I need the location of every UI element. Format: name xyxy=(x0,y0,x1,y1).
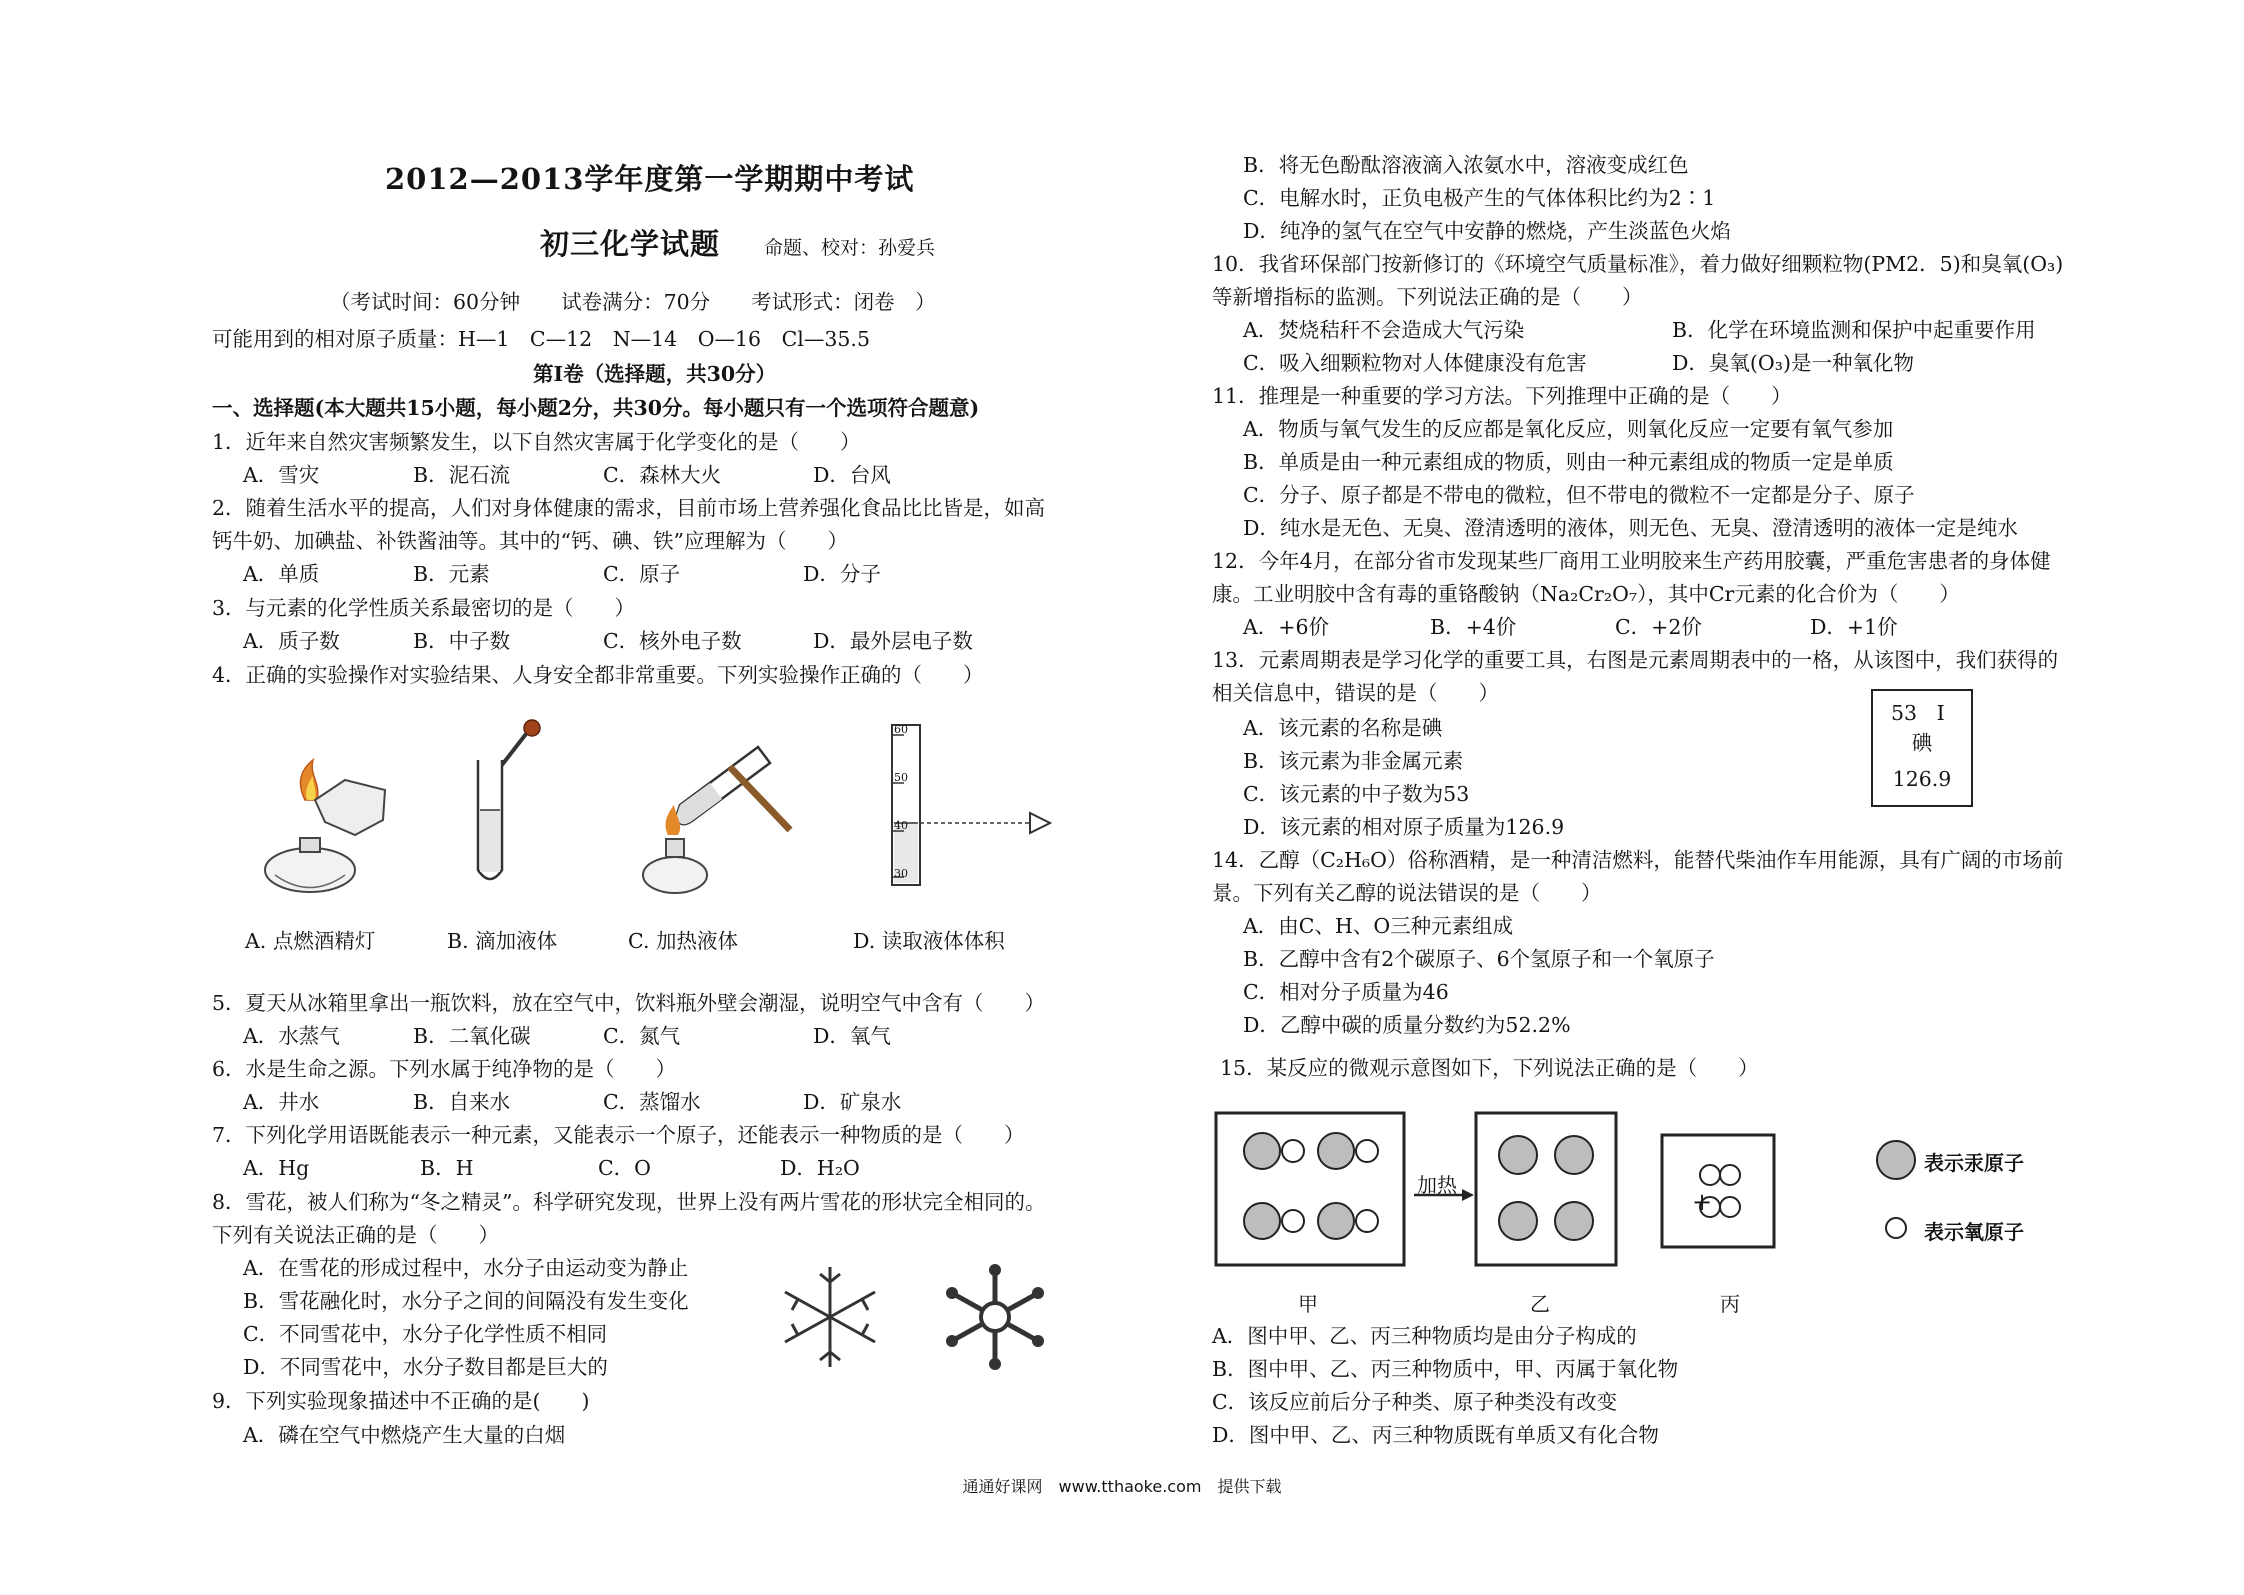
exam-subtitle xyxy=(540,227,936,262)
q9-option-a: A．磷在空气中燃烧产生大量的白烟 xyxy=(243,1423,566,1447)
q15-option-c: C．该反应前后分子种类、原子种类没有改变 xyxy=(1212,1390,1618,1414)
q15-option-b: B．图中甲、乙、丙三种物质中，甲、丙属于氧化物 xyxy=(1212,1357,1679,1381)
atomic-mass-info: 可能用到的相对原子质量：H—1 C—12 N—14 O—16 Cl—35.5 xyxy=(212,327,870,351)
q5-stem: 5．夏天从冰箱里拿出一瓶饮料，放在空气中，饮料瓶外壁会潮湿，说明空气中含有（ ） xyxy=(212,991,1046,1015)
q6-option-d: D．矿泉水 xyxy=(803,1090,902,1114)
q6-option-b: B．自来水 xyxy=(413,1090,511,1114)
q8-option-c: C．不同雪花中，水分子化学性质不相同 xyxy=(243,1322,608,1346)
q9-option-b: B．将无色酚酞溶液滴入浓氨水中，溶液变成红色 xyxy=(1243,153,1689,177)
q12-option-d: D．+1价 xyxy=(1810,615,1898,639)
q15-option-a: A．图中甲、乙、丙三种物质均是由分子构成的 xyxy=(1212,1324,1637,1348)
q8-option-b: B．雪花融化时，水分子之间的间隔没有发生变化 xyxy=(243,1289,689,1313)
label-jia: 甲 xyxy=(1298,1292,1318,1316)
q14-stem-line2: 景。下列有关乙醇的说法错误的是（ ） xyxy=(1212,881,1602,905)
q6-option-c: C．蒸馏水 xyxy=(603,1090,701,1114)
q7-option-d: D．H₂O xyxy=(780,1156,860,1180)
q9-stem: 9．下列实验现象描述中不正确的是( ) xyxy=(212,1389,590,1413)
q4-option-b: B. 滴加液体 xyxy=(447,929,558,953)
q4-stem: 4．正确的实验操作对实验结果、人身安全都非常重要。下列实验操作正确的（ ） xyxy=(212,663,984,687)
q6-option-a: A．井水 xyxy=(243,1090,320,1114)
q13-stem-line1: 13．元素周期表是学习化学的重要工具，右图是元素周期表中的一格，从该图中，我们获得的 xyxy=(1212,648,2059,672)
q1-stem: 1．近年来自然灾害频繁发生，以下自然灾害属于化学变化的是（ ） xyxy=(212,430,861,454)
reaction-diagram xyxy=(1214,1105,2054,1305)
element-number: 53 xyxy=(1891,701,1918,725)
q3-option-c: C．核外电子数 xyxy=(603,629,742,653)
q5-option-b: B．二氧化碳 xyxy=(413,1024,531,1048)
cylinder-scale-30: 30 xyxy=(894,867,908,880)
exam-info: （考试时间：60分钟 试卷满分：70分 考试形式：闭卷 ） xyxy=(330,290,936,314)
q15-option-d: D．图中甲、乙、丙三种物质既有单质又有化合物 xyxy=(1212,1423,1659,1447)
element-number-symbol xyxy=(1891,699,1945,727)
q12-option-c: C．+2价 xyxy=(1615,615,1702,639)
q14-option-b: B．乙醇中含有2个碳原子、6个氢原子和一个氧原子 xyxy=(1243,947,1715,971)
q5-option-d: D．氧气 xyxy=(813,1024,891,1048)
q12-stem-line1: 12．今年4月，在部分省市发现某些厂商用工业明胶来生产药用胶囊，严重危害患者的身体健 xyxy=(1212,549,2051,573)
q10-stem-line1: 10．我省环保部门按新修订的《环境空气质量标准》，着力做好细颗粒物(PM2．5)和臭氧(O₃) xyxy=(1212,252,2064,276)
q3-option-b: B．中子数 xyxy=(413,629,511,653)
legend-oxygen-atom: 表示氧原子 xyxy=(1924,1220,2024,1244)
snowflake-1-icon xyxy=(770,1262,890,1372)
q2-option-c: C．原子 xyxy=(603,562,681,586)
q7-option-c: C．O xyxy=(598,1156,651,1180)
subtitle-text: 初三化学试题 xyxy=(540,227,721,261)
q8-stem-line1: 8．雪花，被人们称为“冬之精灵”。科学研究发现，世界上没有两片雪花的形状完全相同的。 xyxy=(212,1190,1046,1214)
q10-option-a: A．焚烧秸秆不会造成大气污染 xyxy=(1243,318,1525,342)
q11-option-b: B．单质是由一种元素组成的物质，则由一种元素组成的物质一定是单质 xyxy=(1243,450,1894,474)
q8-option-d: D．不同雪花中，水分子数目都是巨大的 xyxy=(243,1355,608,1379)
q10-option-b: B．化学在环境监测和保护中起重要作用 xyxy=(1672,318,2036,342)
periodic-table-cell xyxy=(1871,689,1973,807)
q14-stem-line1: 14．乙醇（C₂H₆O）俗称酒精，是一种清洁燃料，能替代柴油作车用能源，具有广阔的市场前 xyxy=(1212,848,2064,872)
q2-stem-line2: 钙牛奶、加碘盐、补铁酱油等。其中的“钙、碘、铁”应理解为（ ） xyxy=(212,529,848,553)
q12-option-b: B．+4价 xyxy=(1430,615,1517,639)
q7-option-b: B．H xyxy=(420,1156,474,1180)
q14-option-d: D．乙醇中碳的质量分数约为52.2% xyxy=(1243,1013,1571,1037)
q10-stem-line2: 等新增指标的监测。下列说法正确的是（ ） xyxy=(1212,285,1643,309)
reaction-plus-sign: + xyxy=(1692,1188,1713,1216)
q9-option-c: C．电解水时，正负电极产生的气体体积比约为2∶1 xyxy=(1243,186,1716,210)
q11-stem: 11．推理是一种重要的学习方法。下列推理中正确的是（ ） xyxy=(1212,384,1792,408)
element-mass: 126.9 xyxy=(1892,767,1952,791)
q6-stem: 6．水是生命之源。下列水属于纯净物的是（ ） xyxy=(212,1057,677,1081)
q4-option-d: D. 读取液体体积 xyxy=(853,929,1005,953)
q2-stem-line1: 2．随着生活水平的提高，人们对身体健康的需求，目前市场上营养强化食品比比皆是，如高 xyxy=(212,496,1046,520)
dropper-figure xyxy=(470,720,550,890)
q3-option-a: A．质子数 xyxy=(243,629,340,653)
q11-option-a: A．物质与氧气发生的反应都是氧化反应，则氧化反应一定要有氧气参加 xyxy=(1243,417,1894,441)
footer-credit: 通通好课网 www.tthaoke.com 提供下载 xyxy=(962,1477,1282,1496)
q1-option-c: C．森林大火 xyxy=(603,463,722,487)
q12-stem-line2: 康。工业明胶中含有毒的重铬酸钠（Na₂Cr₂O₇），其中Cr元素的化合价为（ ） xyxy=(1212,582,1960,606)
q11-option-c: C．分子、原子都是不带电的微粒，但不带电的微粒不一定都是分子、原子 xyxy=(1243,483,1915,507)
legend-mercury-atom: 表示汞原子 xyxy=(1924,1151,2024,1175)
credit-text: 命题、校对：孙爱兵 xyxy=(764,237,936,259)
cylinder-scale-60: 60 xyxy=(894,723,908,736)
label-bing: 丙 xyxy=(1720,1292,1740,1316)
q4-option-c: C. 加热液体 xyxy=(628,929,738,953)
q5-option-a: A．水蒸气 xyxy=(243,1024,340,1048)
element-name: 碘 xyxy=(1911,731,1933,755)
q13-option-a: A．该元素的名称是碘 xyxy=(1243,716,1443,740)
q10-option-c: C．吸入细颗粒物对人体健康没有危害 xyxy=(1243,351,1587,375)
lighting-alcohol-lamp-figure xyxy=(255,760,395,900)
q13-option-c: C．该元素的中子数为53 xyxy=(1243,782,1470,806)
part-one-heading: 一、选择题(本大题共15小题，每小题2分，共30分。每小题只有一个选项符合题意) xyxy=(212,396,980,420)
q10-option-d: D．臭氧(O₃)是一种氧化物 xyxy=(1672,351,1914,375)
q15-stem: 15．某反应的微观示意图如下，下列说法正确的是（ ） xyxy=(1220,1056,1759,1080)
q1-option-b: B．泥石流 xyxy=(413,463,511,487)
exam-title: 2012—2013学年度第一学期期中考试 xyxy=(385,162,915,196)
q7-stem: 7．下列化学用语既能表示一种元素，又能表示一个原子，还能表示一种物质的是（ ） xyxy=(212,1123,1025,1147)
q4-option-a: A. 点燃酒精灯 xyxy=(245,929,376,953)
q3-stem: 3．与元素的化学性质关系最密切的是（ ） xyxy=(212,596,636,620)
snowflake-2-icon xyxy=(935,1262,1055,1372)
q8-option-a: A．在雪花的形成过程中，水分子由运动变为静止 xyxy=(243,1256,689,1280)
cylinder-scale-50: 50 xyxy=(894,771,908,784)
cylinder-scale-40: 40 xyxy=(894,819,908,832)
q1-option-a: A．雪灾 xyxy=(243,463,320,487)
q9-option-d: D．纯净的氢气在空气中安静的燃烧，产生淡蓝色火焰 xyxy=(1243,219,1731,243)
q2-option-a: A．单质 xyxy=(243,562,320,586)
q1-option-d: D．台风 xyxy=(813,463,891,487)
q8-stem-line2: 下列有关说法正确的是（ ） xyxy=(212,1223,499,1247)
label-yi: 乙 xyxy=(1530,1292,1550,1316)
element-symbol: I xyxy=(1936,701,1945,725)
q14-option-a: A．由C、H、O三种元素组成 xyxy=(1243,914,1514,938)
heating-liquid-figure xyxy=(640,735,810,905)
q11-option-d: D．纯水是无色、无臭、澄清透明的液体，则无色、无臭、澄清透明的液体一定是纯水 xyxy=(1243,516,2018,540)
q2-option-d: D．分子 xyxy=(803,562,881,586)
reaction-arrow-label: 加热 xyxy=(1417,1173,1457,1197)
q13-stem-line2: 相关信息中，错误的是（ ） xyxy=(1212,681,1499,705)
q12-option-a: A．+6价 xyxy=(1243,615,1330,639)
q5-option-c: C．氮气 xyxy=(603,1024,681,1048)
q13-option-d: D．该元素的相对原子质量为126.9 xyxy=(1243,815,1565,839)
q2-option-b: B．元素 xyxy=(413,562,490,586)
q13-option-b: B．该元素为非金属元素 xyxy=(1243,749,1464,773)
section-title: 第Ⅰ卷（选择题，共30分） xyxy=(533,362,777,386)
q14-option-c: C．相对分子质量为46 xyxy=(1243,980,1449,1004)
q7-option-a: A．Hg xyxy=(243,1156,310,1180)
q3-option-d: D．最外层电子数 xyxy=(813,629,973,653)
